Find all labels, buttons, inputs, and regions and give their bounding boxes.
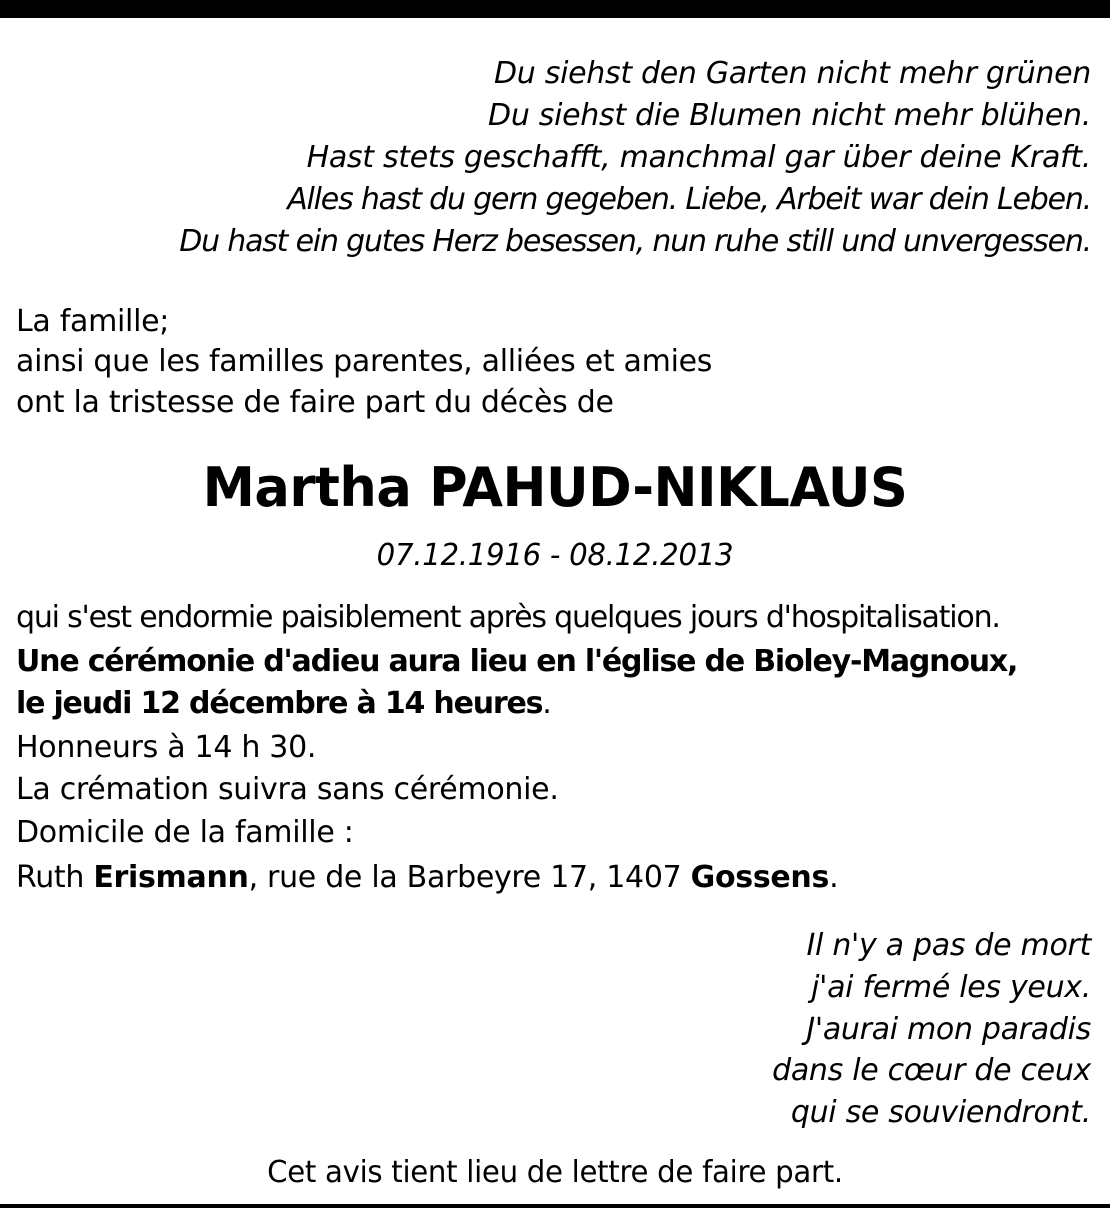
family-line-3: ont la tristesse de faire part du décès de [16, 385, 614, 420]
ceremony-line-1: Une cérémonie d'adieu aura lieu en l'église de Bioley-Magnoux, [16, 644, 1018, 679]
cremation-line: La crémation suivra sans cérémonie. [16, 772, 559, 807]
ceremony-period: . [542, 686, 552, 721]
footer-note: Cet avis tient lieu de lettre de faire part. [267, 1155, 843, 1190]
family-line-2: ainsi que les familles parentes, alliées et amies [16, 344, 713, 379]
poem-top-line-3: Hast stets geschafft, manchmal gar über deine Kraft. [306, 140, 1091, 175]
poem-bottom-line-1: Il n'y a pas de mort [806, 928, 1091, 963]
bottom-border-rule [0, 1204, 1110, 1208]
poem-top-line-1: Du siehst den Garten nicht mehr grünen [494, 56, 1091, 91]
ceremony-line-2 [16, 686, 552, 722]
poem-top-line-5: Du hast ein gutes Herz besessen, nun ruhe still und unvergessen. [179, 224, 1091, 259]
poem-top-line-2: Du siehst die Blumen nicht mehr blühen. [488, 98, 1091, 133]
address-first-name: Ruth [16, 860, 94, 895]
deceased-name: Martha PAHUD-NIKLAUS [202, 456, 908, 519]
top-border-rule [0, 0, 1110, 18]
deceased-dates: 07.12.1916 - 08.12.2013 [376, 538, 734, 573]
family-line-1: La famille; [16, 304, 170, 339]
poem-bottom-line-5: qui se souviendront. [790, 1095, 1091, 1130]
body-line-1: qui s'est endormie paisiblement après quelques jours d'hospitalisation. [16, 600, 1000, 635]
address-period: . [829, 860, 839, 895]
poem-bottom-line-4: dans le cœur de ceux [772, 1053, 1091, 1088]
domicile-label: Domicile de la famille : [16, 815, 354, 850]
ceremony-date-time: le jeudi 12 décembre à 14 heures [16, 686, 543, 721]
address-street: , rue de la Barbeyre 17, 1407 [248, 860, 691, 895]
address-town: Gossens [690, 860, 830, 895]
honneurs-line: Honneurs à 14 h 30. [16, 730, 317, 765]
poem-bottom-line-2: j'ai fermé les yeux. [811, 970, 1091, 1005]
poem-top-line-4: Alles hast du gern gegeben. Liebe, Arbeit war dein Leben. [287, 182, 1091, 217]
address-line [16, 860, 838, 896]
address-surname: Erismann [93, 860, 249, 895]
poem-bottom-line-3: J'aurai mon paradis [806, 1012, 1091, 1047]
